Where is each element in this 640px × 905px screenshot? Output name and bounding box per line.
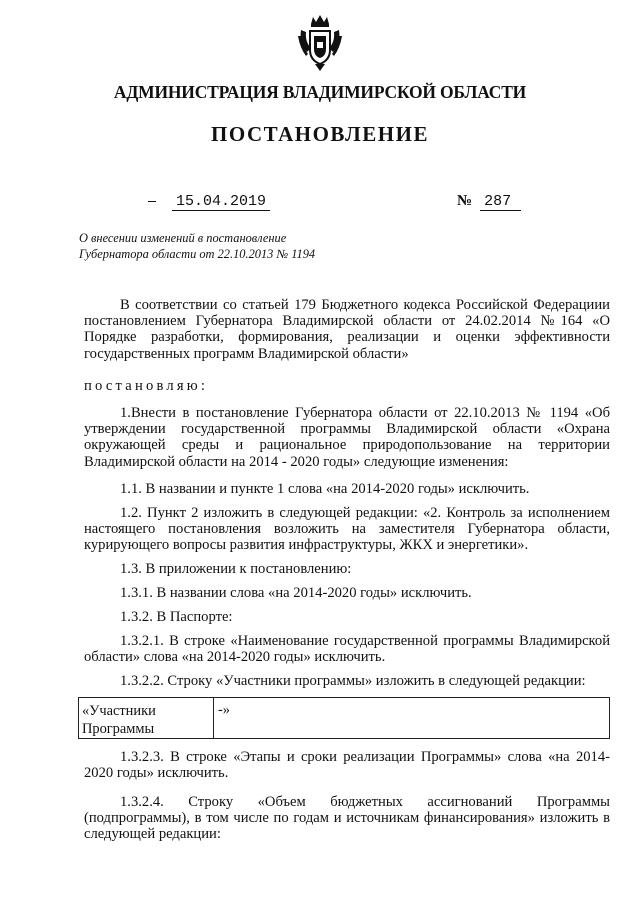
document-date: 15.04.2019 — [172, 193, 270, 211]
paragraph-1-3-2-4: 1.3.2.4. Строку «Объем бюджетных ассигнований Программы (подпрограммы), в том числе по годам и источникам финансирования» изложить в следующей редакции: — [84, 794, 610, 843]
vladimir-oblast-coat-of-arms-icon — [297, 14, 343, 72]
item-1-2-block — [84, 505, 610, 554]
paragraph-1-3-2-1: 1.3.2.1. В строке «Наименование государственной программы Владимирской области» слова «на 2014-2020 годы» исключить. — [84, 633, 610, 666]
paragraph-1: 1.Внести в постановление Губернатора области от 22.10.2013 № 1194 «Об утверждении государственной программы Владимирской области «Охрана окружающей среды и рациональное природопользование на территории Владимирской области на 2014 - 2020 годы» следующие изменения: — [84, 405, 610, 470]
document-number-field — [457, 193, 521, 211]
subject-line-1: О внесении изменений в постановление — [79, 231, 287, 245]
document-subject — [79, 230, 315, 262]
paragraph-1-3: 1.3. В приложении к постановлению: — [120, 561, 352, 577]
item-1-block — [84, 405, 610, 470]
date-dash — [148, 201, 156, 202]
table-cell-label-line-2: Программы — [82, 721, 155, 737]
item-1-3-block — [84, 561, 610, 577]
item-1-1-block — [84, 481, 610, 497]
paragraph-1-3-2-2: 1.3.2.2. Строку «Участники программы» изложить в следующей редакции: — [120, 673, 586, 689]
paragraph-1-3-1: 1.3.1. В названии слова «на 2014-2020 годы» исключить. — [120, 585, 472, 601]
paragraph-1-2: 1.2. Пункт 2 изложить в следующей редакции: «2. Контроль за исполнением настоящего постановления возложить на заместителя Губернатора области, курирующего вопросы развития инфраструктуры, ЖКХ и энергетики». — [84, 505, 610, 554]
document-date-field — [148, 193, 270, 211]
paragraph-1-1: 1.1. В названии и пункте 1 слова «на 2014-2020 годы» исключить. — [120, 481, 530, 497]
subject-line-2: Губернатора области от 22.10.2013 № 1194 — [79, 247, 316, 261]
participants-table — [78, 697, 610, 739]
table-cell-label-line-1: «Участники — [82, 703, 156, 719]
organization-title: АДМИНИСТРАЦИЯ ВЛАДИМИРСКОЙ ОБЛАСТИ — [113, 82, 527, 102]
item-1-3-2-1-block — [84, 633, 610, 665]
preamble-block — [84, 297, 610, 362]
item-1-3-2-2-block — [84, 673, 610, 689]
document-type-title: ПОСТАНОВЛЕНИЕ — [211, 122, 429, 146]
item-1-3-2-3-block — [84, 749, 610, 781]
document-number: 287 — [480, 193, 521, 211]
item-1-3-2-4-block — [84, 794, 610, 843]
item-1-3-2-block — [84, 609, 610, 625]
preamble-paragraph: В соответствии со статьей 179 Бюджетного кодекса Российской Федерациии постановлением Губернатора Владимирской области от 24.02.2014 №164 «О Порядке разработки, формирования, реализации и оценки эффективности государственных программ Владимирской области» — [84, 297, 610, 362]
table-cell-value: -» — [218, 702, 230, 718]
paragraph-1-3-2-3: 1.3.2.3. В строке «Этапы и сроки реализации Программы» слова «на 2014-2020 годы» исключить. — [84, 749, 610, 782]
number-sign: № — [457, 193, 473, 209]
item-1-3-1-block — [84, 585, 610, 601]
table-cell-label — [79, 698, 214, 738]
paragraph-1-3-2: 1.3.2. В Паспорте: — [120, 609, 233, 625]
decree-word: постановляю: — [84, 378, 209, 394]
